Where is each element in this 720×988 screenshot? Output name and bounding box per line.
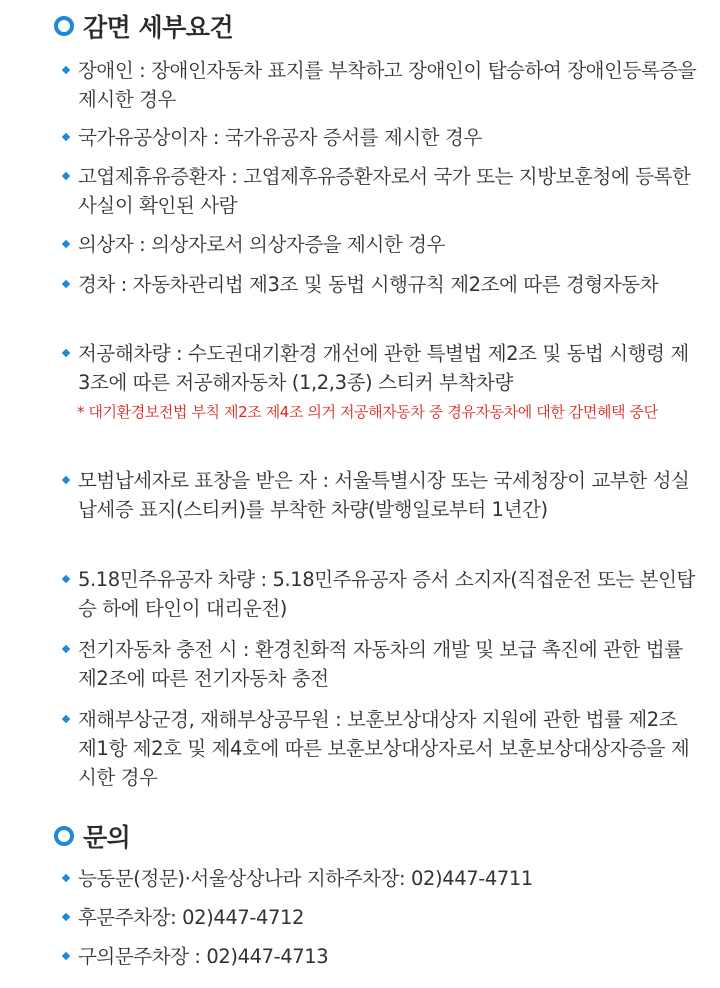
discount-heading: [54, 8, 233, 44]
list-item-text: 재해부상군경, 재해부상공무원 : 보훈보상대상자 지원에 관한 법률 제2조 제1항 제2호 및 제4호에 따른 보훈보상대상자로서 보훈보상대상자증을 제시한 경우: [78, 708, 690, 789]
list-item-text: 국가유공상이자 : 국가유공자 증서를 제시한 경우: [78, 126, 482, 149]
diamond-bullet-icon: [62, 280, 70, 288]
diamond-bullet-icon: [62, 172, 70, 180]
diamond-bullet-icon: [62, 645, 70, 653]
list-item: [60, 635, 700, 693]
discount-title: 감면 세부요건: [83, 13, 234, 42]
ring-bullet-icon: [54, 16, 74, 36]
ring-bullet-icon: [54, 826, 74, 846]
diamond-bullet-icon: [62, 133, 70, 141]
list-item: [60, 565, 700, 623]
diamond-bullet-icon: [62, 913, 70, 921]
contact-item: [60, 942, 700, 971]
list-item-text: 장애인 : 장애인자동차 표지를 부착하고 장애인이 탑승하여 장애인등록증을 제시한 경우: [78, 59, 697, 111]
diamond-bullet-icon: [62, 240, 70, 248]
diamond-bullet-icon: [62, 715, 70, 723]
list-item-text: 고엽제휴유증환자 : 고엽제후유증환자로서 국가 또는 지방보훈청에 등록한 사실이 확인된 사람: [78, 165, 691, 217]
inquiry-title: 문의: [83, 823, 131, 852]
list-item: [60, 705, 700, 792]
list-item-text: 저공해차량 : 수도권대기환경 개선에 관한 특별법 제2조 및 동법 시행령 제3조에 따른 저공해자동차 (1,2,3종) 스티커 부착차량: [78, 342, 689, 394]
contact-text: 능동문(정문)·서울상상나라 지하주차장: 02)447-4711: [78, 867, 533, 890]
diamond-bullet-icon: [62, 66, 70, 74]
diamond-bullet-icon: [62, 874, 70, 882]
list-item: [60, 123, 700, 152]
diamond-bullet-icon: [62, 575, 70, 583]
contact-item: [60, 864, 700, 893]
diamond-bullet-icon: [62, 349, 70, 357]
list-item: [60, 466, 700, 524]
diamond-bullet-icon: [62, 952, 70, 960]
list-item-text: 5.18민주유공자 차량 : 5.18민주유공자 증서 소지자(직접운전 또는 본인탑승 하에 타인이 대리운전): [78, 568, 695, 620]
diamond-bullet-icon: [62, 476, 70, 484]
list-item-text: 모범납세자로 표창을 받은 자 : 서울특별시장 또는 국세청장이 교부한 성실납세증 표지(스티커)를 부착한 차량(발행일로부터 1년간): [78, 469, 690, 521]
contact-item: [60, 903, 700, 932]
list-item: [60, 162, 700, 220]
list-item: [60, 339, 700, 426]
list-item: [60, 56, 700, 114]
contact-text: 구의문주차장 : 02)447-4713: [78, 945, 329, 968]
inquiry-heading: [54, 818, 130, 854]
list-item-text: 전기자동차 충전 시 : 환경친화적 자동차의 개발 및 보급 촉진에 관한 법률 제2조에 따른 전기자동차 충전: [78, 638, 683, 690]
list-item: [60, 270, 700, 299]
contact-text: 후문주차장: 02)447-4712: [78, 906, 305, 929]
list-item-text: 의상자 : 의상자로서 의상자증을 제시한 경우: [78, 233, 446, 256]
note-text: * 대기환경보전법 부칙 제2조 제4조 의거 저공해자동차 중 경유자동차에 대한 감면혜택 중단: [77, 403, 658, 421]
list-item-text: 경차 : 자동차관리법 제3조 및 동법 시행규칙 제2조에 따른 경형자동차: [78, 273, 659, 296]
list-item: [60, 230, 700, 259]
